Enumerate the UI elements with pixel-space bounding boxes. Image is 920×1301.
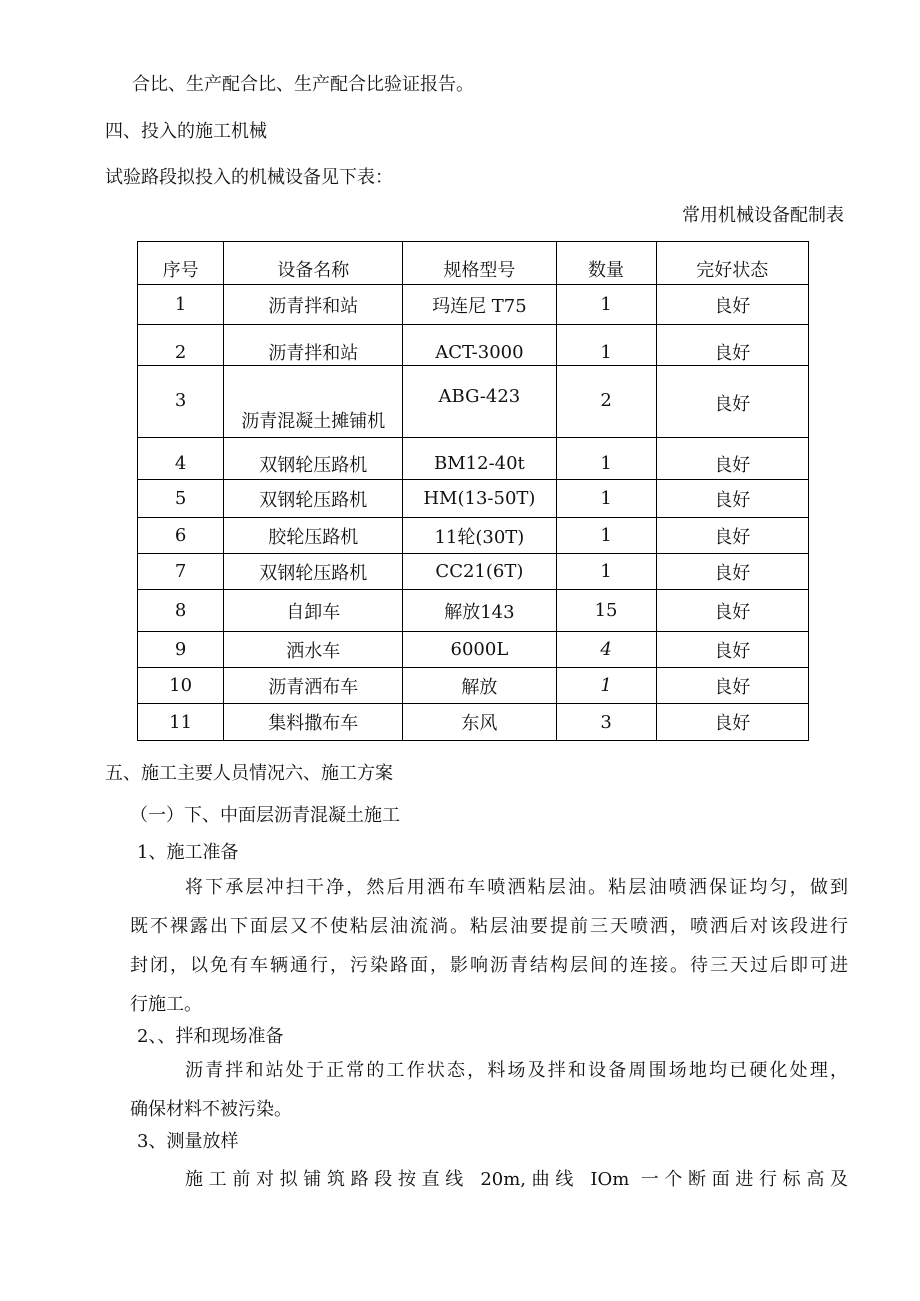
table-row (138, 285, 809, 325)
cell-index: 1 (138, 285, 224, 325)
cell-name: 胶轮压路机 (224, 518, 403, 554)
cell-status: 良好 (656, 366, 808, 438)
cell-model: BM12-40t (403, 438, 556, 480)
cell-qty: 3 (556, 704, 656, 741)
paragraph-mixing (130, 1051, 848, 1129)
cell-qty: 2 (556, 366, 656, 438)
cell-name: 沥青混凝土摊铺机 (224, 366, 403, 438)
cell-status: 良好 (656, 554, 808, 590)
table-row (138, 480, 809, 518)
header-cell: 序号 (138, 242, 224, 285)
cell-model: 解放 (403, 668, 556, 704)
para-line: 沥青拌和站处于正常的工作状态，料场及拌和设备周围场地均已硬化处理， (185, 1060, 848, 1081)
paragraph-survey (130, 1160, 848, 1199)
cell-qty: 1 (556, 668, 656, 704)
header-cell: 数量 (556, 242, 656, 285)
cell-name: 双钢轮压路机 (224, 480, 403, 518)
item-heading: 2、、拌和现场准备 (137, 1026, 284, 1047)
cell-model: HM(13-50T) (403, 480, 556, 518)
header-cell: 设备名称 (224, 242, 403, 285)
cell-qty: 1 (556, 438, 656, 480)
paragraph-prep (130, 868, 848, 1024)
cell-model: 11轮(30T) (403, 518, 556, 554)
header-cell: 规格型号 (403, 242, 556, 285)
cell-name: 洒水车 (224, 632, 403, 668)
subsection-heading: （一）下、中面层沥青混凝土施工 (130, 805, 400, 826)
cell-status: 良好 (656, 668, 808, 704)
cell-model: ACT-3000 (403, 325, 556, 366)
cell-status: 良好 (656, 518, 808, 554)
cell-model: 东风 (403, 704, 556, 741)
table-row (138, 554, 809, 590)
para-line: 既不裸露出下面层又不使粘层油流淌。粘层油要提前三天喷洒，喷洒后对该段进行 (130, 916, 848, 937)
cell-name: 双钢轮压路机 (224, 438, 403, 480)
cell-index: 11 (138, 704, 224, 741)
cell-status: 良好 (656, 438, 808, 480)
equipment-table (137, 241, 809, 741)
cell-status: 良好 (656, 285, 808, 325)
cell-status: 良好 (656, 704, 808, 741)
cell-index: 8 (138, 590, 224, 632)
section-heading: 四、投入的施工机械 (105, 121, 267, 142)
cell-status: 良好 (656, 632, 808, 668)
cell-model: 解放143 (403, 590, 556, 632)
cell-model: ABG-423 (403, 366, 556, 438)
cell-index: 10 (138, 668, 224, 704)
cell-index: 9 (138, 632, 224, 668)
table-row (138, 438, 809, 480)
text-line: 试验路段拟投入的机械设备见下表： (105, 167, 393, 188)
cell-name: 沥青洒布车 (224, 668, 403, 704)
cell-qty: 1 (556, 554, 656, 590)
cell-name: 沥青拌和站 (224, 325, 403, 366)
cell-name: 双钢轮压路机 (224, 554, 403, 590)
cell-qty: 1 (556, 480, 656, 518)
table-row (138, 668, 809, 704)
cell-index: 4 (138, 438, 224, 480)
cell-status: 良好 (656, 480, 808, 518)
table-header-row (138, 242, 809, 285)
para-line: 确保材料不被污染。 (130, 1099, 292, 1120)
cell-index: 6 (138, 518, 224, 554)
cell-qty: 1 (556, 325, 656, 366)
text-line: 合比、生产配合比、生产配合比验证报告。 (132, 74, 474, 95)
para-line: 将下承层冲扫干净，然后用洒布车喷洒粘层油。粘层油喷洒保证均匀，做到 (185, 877, 848, 898)
cell-status: 良好 (656, 590, 808, 632)
table-row (138, 325, 809, 366)
table-row (138, 704, 809, 741)
cell-name: 沥青拌和站 (224, 285, 403, 325)
table-row (138, 632, 809, 668)
cell-status: 良好 (656, 325, 808, 366)
cell-qty: 15 (556, 590, 656, 632)
cell-model: 玛连尼 T75 (403, 285, 556, 325)
header-cell: 完好状态 (656, 242, 808, 285)
para-line: 行施工。 (130, 994, 202, 1015)
cell-index: 3 (138, 366, 224, 438)
cell-qty: 1 (556, 518, 656, 554)
table-row (138, 590, 809, 632)
table-caption: 常用机械设备配制表 (682, 205, 844, 226)
para-line: 施工前对拟铺筑路段按直线 20m,曲线 IOm 一个断面进行标高及 (185, 1169, 848, 1190)
para-line: 封闭，以免有车辆通行，污染路面，影响沥青结构层间的连接。待三天过后即可进 (130, 955, 848, 976)
item-heading: 1、施工准备 (137, 842, 239, 863)
cell-model: 6000L (403, 632, 556, 668)
cell-name: 集料撒布车 (224, 704, 403, 741)
cell-index: 5 (138, 480, 224, 518)
cell-qty: 1 (556, 285, 656, 325)
table-row (138, 518, 809, 554)
cell-index: 7 (138, 554, 224, 590)
section-heading: 五、施工主要人员情况六、施工方案 (105, 763, 393, 784)
cell-index: 2 (138, 325, 224, 366)
cell-qty: 4 (556, 632, 656, 668)
item-heading: 3、测量放样 (137, 1131, 239, 1152)
cell-model: CC21(6T) (403, 554, 556, 590)
table-row (138, 366, 809, 438)
cell-name: 自卸车 (224, 590, 403, 632)
